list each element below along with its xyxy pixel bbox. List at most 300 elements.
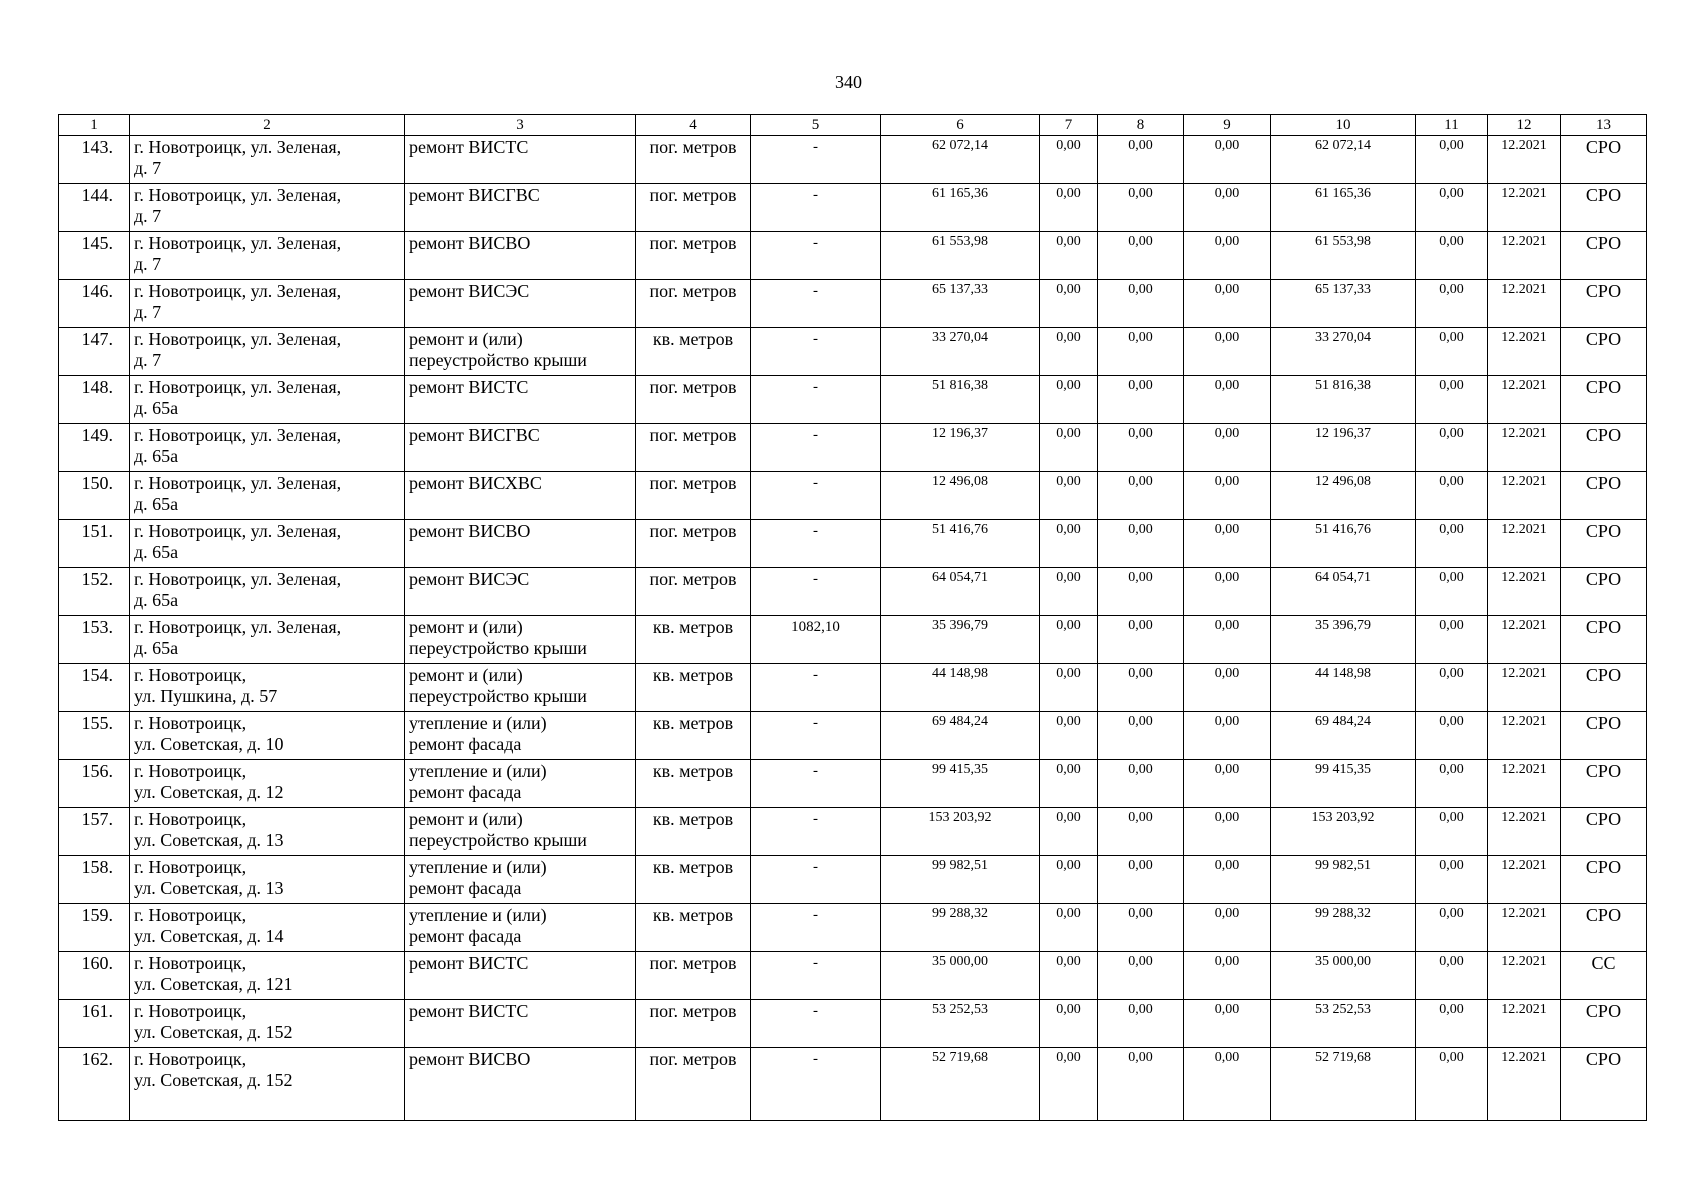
cell-col-11: 0,00 [1416,568,1488,616]
cell-col-3 [405,808,636,856]
cell-col-7: 0,00 [1040,856,1098,904]
cell-col-2 [130,424,405,472]
cell-col-4: пог. метров [636,280,751,328]
cell-col-4: кв. метров [636,856,751,904]
cell-col-1: 146. [59,280,130,328]
cell-col-12: 12.2021 [1488,1000,1561,1048]
cell-col-6: 153 203,92 [881,808,1040,856]
cell-col-7: 0,00 [1040,904,1098,952]
table-row [59,232,1647,280]
cell-col-5: - [751,280,881,328]
cell-col-13: СРО [1561,616,1647,664]
cell-col-3 [405,184,636,232]
cell-col-13: СРО [1561,376,1647,424]
cell-col-11: 0,00 [1416,232,1488,280]
cell-col-8: 0,00 [1098,328,1184,376]
cell-col-2 [130,472,405,520]
cell-col-2 [130,856,405,904]
cell-col-1: 151. [59,520,130,568]
cell-col-4: кв. метров [636,760,751,808]
cell-col-7: 0,00 [1040,376,1098,424]
cell-col-7: 0,00 [1040,664,1098,712]
cell-col-13: СРО [1561,568,1647,616]
table-row [59,952,1647,1000]
cell-line: д. 65а [134,590,179,610]
cell-line: ремонт фасада [409,878,522,898]
cell-col-6: 65 137,33 [881,280,1040,328]
data-table [58,114,1647,1121]
cell-col-7: 0,00 [1040,520,1098,568]
cell-col-10: 53 252,53 [1271,1000,1416,1048]
cell-line: г. Новотроицк, [134,1001,247,1021]
cell-line: г. Новотроицк, ул. Зеленая, [134,569,342,589]
column-header-13: 13 [1561,115,1647,136]
cell-col-11: 0,00 [1416,280,1488,328]
cell-col-12: 12.2021 [1488,424,1561,472]
column-header-5: 5 [751,115,881,136]
cell-line: ремонт ВИСВО [409,1049,531,1069]
cell-line: утепление и (или) [409,905,547,925]
cell-line: г. Новотроицк, ул. Зеленая, [134,137,342,157]
cell-col-8: 0,00 [1098,808,1184,856]
table-row [59,424,1647,472]
cell-line: ул. Пушкина, д. 57 [134,686,278,706]
cell-col-9: 0,00 [1184,856,1271,904]
cell-col-10: 51 416,76 [1271,520,1416,568]
cell-col-2 [130,664,405,712]
table-row [59,520,1647,568]
cell-col-10: 35 000,00 [1271,952,1416,1000]
cell-col-4: кв. метров [636,664,751,712]
cell-col-2 [130,904,405,952]
cell-col-8: 0,00 [1098,616,1184,664]
cell-col-2 [130,376,405,424]
cell-col-13: СРО [1561,808,1647,856]
cell-line: ремонт фасада [409,782,522,802]
cell-line: ремонт ВИСТС [409,137,529,157]
cell-col-4: пог. метров [636,376,751,424]
cell-col-3 [405,1000,636,1048]
cell-col-11: 0,00 [1416,808,1488,856]
cell-col-12: 12.2021 [1488,232,1561,280]
cell-col-7: 0,00 [1040,1000,1098,1048]
cell-col-13: СРО [1561,760,1647,808]
cell-col-10: 153 203,92 [1271,808,1416,856]
cell-col-13: СРО [1561,136,1647,184]
cell-col-6: 62 072,14 [881,136,1040,184]
cell-col-4: пог. метров [636,1000,751,1048]
cell-col-1: 152. [59,568,130,616]
cell-col-5: - [751,760,881,808]
cell-col-1: 160. [59,952,130,1000]
cell-col-5: - [751,664,881,712]
cell-col-5: - [751,424,881,472]
cell-col-1: 154. [59,664,130,712]
table-row [59,904,1647,952]
cell-col-8: 0,00 [1098,712,1184,760]
cell-col-10: 62 072,14 [1271,136,1416,184]
cell-col-10: 33 270,04 [1271,328,1416,376]
cell-line: г. Новотроицк, [134,713,247,733]
cell-col-11: 0,00 [1416,664,1488,712]
cell-col-8: 0,00 [1098,952,1184,1000]
cell-col-8: 0,00 [1098,760,1184,808]
cell-col-1: 145. [59,232,130,280]
cell-col-3 [405,328,636,376]
cell-col-3 [405,376,636,424]
table-row [59,568,1647,616]
table-row [59,616,1647,664]
cell-col-10: 61 553,98 [1271,232,1416,280]
cell-col-12: 12.2021 [1488,712,1561,760]
cell-line: д. 7 [134,206,162,226]
cell-line: г. Новотроицк, ул. Зеленая, [134,617,342,637]
cell-col-5: - [751,472,881,520]
cell-col-2 [130,1000,405,1048]
cell-col-11: 0,00 [1416,376,1488,424]
cell-col-11: 0,00 [1416,760,1488,808]
cell-col-1: 147. [59,328,130,376]
cell-line: ремонт и (или) [409,665,523,685]
cell-col-4: пог. метров [636,1048,751,1121]
cell-col-13: СС [1561,952,1647,1000]
column-header-6: 6 [881,115,1040,136]
cell-col-12: 12.2021 [1488,808,1561,856]
cell-col-4: пог. метров [636,472,751,520]
cell-col-13: СРО [1561,664,1647,712]
cell-col-3 [405,232,636,280]
cell-col-8: 0,00 [1098,1048,1184,1121]
cell-line: утепление и (или) [409,857,547,877]
cell-col-8: 0,00 [1098,232,1184,280]
cell-col-13: СРО [1561,472,1647,520]
cell-col-4: кв. метров [636,616,751,664]
column-header-1: 1 [59,115,130,136]
cell-col-11: 0,00 [1416,952,1488,1000]
cell-line: д. 7 [134,302,162,322]
cell-col-10: 35 396,79 [1271,616,1416,664]
cell-col-3 [405,664,636,712]
cell-col-12: 12.2021 [1488,136,1561,184]
cell-col-7: 0,00 [1040,184,1098,232]
cell-col-2 [130,232,405,280]
column-header-12: 12 [1488,115,1561,136]
cell-col-7: 0,00 [1040,280,1098,328]
cell-col-1: 156. [59,760,130,808]
cell-col-5: - [751,808,881,856]
cell-col-4: пог. метров [636,952,751,1000]
cell-col-9: 0,00 [1184,712,1271,760]
cell-col-4: пог. метров [636,424,751,472]
cell-col-12: 12.2021 [1488,184,1561,232]
cell-col-1: 155. [59,712,130,760]
cell-line: д. 7 [134,158,162,178]
cell-col-5: - [751,136,881,184]
cell-col-7: 0,00 [1040,808,1098,856]
column-header-9: 9 [1184,115,1271,136]
cell-col-7: 0,00 [1040,616,1098,664]
cell-col-8: 0,00 [1098,376,1184,424]
cell-col-5: - [751,232,881,280]
column-header-11: 11 [1416,115,1488,136]
cell-col-13: СРО [1561,280,1647,328]
table-row [59,760,1647,808]
cell-col-8: 0,00 [1098,472,1184,520]
cell-col-11: 0,00 [1416,184,1488,232]
cell-col-8: 0,00 [1098,904,1184,952]
cell-line: ремонт ВИСГВС [409,425,540,445]
cell-col-11: 0,00 [1416,904,1488,952]
cell-line: ул. Советская, д. 13 [134,830,284,850]
cell-line: переустройство крыши [409,350,587,370]
cell-col-13: СРО [1561,856,1647,904]
cell-line: ремонт ВИСЭС [409,569,530,589]
cell-col-6: 99 415,35 [881,760,1040,808]
cell-col-13: СРО [1561,1048,1647,1121]
cell-col-10: 64 054,71 [1271,568,1416,616]
column-header-8: 8 [1098,115,1184,136]
cell-col-10: 99 415,35 [1271,760,1416,808]
cell-line: г. Новотроицк, [134,905,247,925]
cell-col-13: СРО [1561,328,1647,376]
cell-line: ремонт и (или) [409,617,523,637]
cell-line: ул. Советская, д. 12 [134,782,284,802]
cell-col-12: 12.2021 [1488,520,1561,568]
cell-col-1: 153. [59,616,130,664]
cell-col-7: 0,00 [1040,712,1098,760]
cell-col-6: 99 982,51 [881,856,1040,904]
cell-col-8: 0,00 [1098,520,1184,568]
cell-col-1: 157. [59,808,130,856]
cell-col-12: 12.2021 [1488,376,1561,424]
cell-line: переустройство крыши [409,686,587,706]
cell-col-2 [130,808,405,856]
table-row [59,472,1647,520]
cell-line: ремонт ВИСХВС [409,473,542,493]
cell-line: г. Новотроицк, ул. Зеленая, [134,425,342,445]
cell-col-3 [405,952,636,1000]
cell-col-4: кв. метров [636,904,751,952]
cell-col-2 [130,568,405,616]
cell-col-4: кв. метров [636,712,751,760]
cell-col-9: 0,00 [1184,616,1271,664]
cell-col-7: 0,00 [1040,136,1098,184]
cell-col-13: СРО [1561,904,1647,952]
cell-line: д. 7 [134,350,162,370]
cell-col-12: 12.2021 [1488,472,1561,520]
cell-col-13: СРО [1561,1000,1647,1048]
cell-col-9: 0,00 [1184,520,1271,568]
cell-line: д. 65а [134,638,179,658]
cell-line: ремонт ВИСВО [409,233,531,253]
cell-col-10: 51 816,38 [1271,376,1416,424]
cell-line: ремонт ВИСГВС [409,185,540,205]
cell-col-12: 12.2021 [1488,328,1561,376]
cell-col-6: 52 719,68 [881,1048,1040,1121]
cell-col-5: - [751,328,881,376]
cell-col-2 [130,616,405,664]
cell-col-1: 150. [59,472,130,520]
cell-line: ремонт фасада [409,734,522,754]
cell-col-3 [405,712,636,760]
cell-col-6: 61 553,98 [881,232,1040,280]
cell-line: ул. Советская, д. 152 [134,1022,293,1042]
page-number: 340 [835,72,862,92]
table-row [59,1000,1647,1048]
cell-col-3 [405,472,636,520]
cell-line: переустройство крыши [409,638,587,658]
cell-col-9: 0,00 [1184,664,1271,712]
column-header-7: 7 [1040,115,1098,136]
table-row [59,856,1647,904]
cell-col-9: 0,00 [1184,136,1271,184]
cell-col-1: 149. [59,424,130,472]
cell-col-6: 44 148,98 [881,664,1040,712]
cell-col-3 [405,856,636,904]
cell-line: ремонт ВИСВО [409,521,531,541]
cell-line: ул. Советская, д. 152 [134,1070,293,1090]
cell-col-6: 64 054,71 [881,568,1040,616]
table-row [59,664,1647,712]
cell-col-10: 44 148,98 [1271,664,1416,712]
cell-line: г. Новотроицк, [134,953,247,973]
cell-line: г. Новотроицк, [134,857,247,877]
cell-col-12: 12.2021 [1488,856,1561,904]
cell-col-4: кв. метров [636,808,751,856]
cell-line: ремонт ВИСЭС [409,281,530,301]
header-row [59,115,1647,136]
cell-line: г. Новотроицк, [134,665,247,685]
cell-col-7: 0,00 [1040,952,1098,1000]
cell-col-12: 12.2021 [1488,760,1561,808]
cell-col-8: 0,00 [1098,136,1184,184]
cell-line: ремонт и (или) [409,809,523,829]
cell-col-12: 12.2021 [1488,952,1561,1000]
cell-col-2 [130,520,405,568]
table-body [59,115,1647,1121]
cell-col-7: 0,00 [1040,472,1098,520]
cell-col-2 [130,1048,405,1121]
cell-col-10: 61 165,36 [1271,184,1416,232]
cell-col-2 [130,184,405,232]
cell-col-2 [130,952,405,1000]
cell-col-9: 0,00 [1184,904,1271,952]
cell-col-5: - [751,1000,881,1048]
cell-line: ул. Советская, д. 14 [134,926,284,946]
cell-col-4: пог. метров [636,568,751,616]
cell-col-7: 0,00 [1040,424,1098,472]
cell-col-8: 0,00 [1098,1000,1184,1048]
cell-line: г. Новотроицк, [134,761,247,781]
cell-col-5: - [751,184,881,232]
cell-col-8: 0,00 [1098,856,1184,904]
cell-line: ул. Советская, д. 10 [134,734,284,754]
cell-col-2 [130,760,405,808]
cell-col-9: 0,00 [1184,328,1271,376]
cell-col-12: 12.2021 [1488,1048,1561,1121]
cell-col-10: 12 196,37 [1271,424,1416,472]
cell-col-9: 0,00 [1184,952,1271,1000]
cell-col-9: 0,00 [1184,184,1271,232]
cell-col-5: - [751,520,881,568]
cell-col-1: 144. [59,184,130,232]
cell-col-12: 12.2021 [1488,280,1561,328]
cell-col-7: 0,00 [1040,568,1098,616]
cell-col-6: 51 816,38 [881,376,1040,424]
cell-col-2 [130,712,405,760]
cell-col-13: СРО [1561,424,1647,472]
cell-line: д. 65а [134,446,179,466]
cell-col-3 [405,520,636,568]
cell-col-5: - [751,952,881,1000]
table-row [59,328,1647,376]
cell-col-3 [405,760,636,808]
cell-col-6: 61 165,36 [881,184,1040,232]
cell-line: ул. Советская, д. 13 [134,878,284,898]
cell-col-1: 148. [59,376,130,424]
cell-col-9: 0,00 [1184,280,1271,328]
cell-col-3 [405,280,636,328]
cell-col-6: 33 270,04 [881,328,1040,376]
cell-col-13: СРО [1561,712,1647,760]
cell-col-10: 65 137,33 [1271,280,1416,328]
cell-col-11: 0,00 [1416,1048,1488,1121]
cell-line: переустройство крыши [409,830,587,850]
cell-col-6: 51 416,76 [881,520,1040,568]
table-row [59,136,1647,184]
cell-line: г. Новотроицк, ул. Зеленая, [134,329,342,349]
cell-col-12: 12.2021 [1488,568,1561,616]
cell-col-9: 0,00 [1184,232,1271,280]
cell-col-13: СРО [1561,232,1647,280]
cell-col-1: 158. [59,856,130,904]
cell-col-2 [130,328,405,376]
cell-col-1: 143. [59,136,130,184]
cell-col-4: пог. метров [636,184,751,232]
cell-line: ремонт ВИСТС [409,953,529,973]
table-row [59,376,1647,424]
cell-col-10: 69 484,24 [1271,712,1416,760]
cell-col-9: 0,00 [1184,1000,1271,1048]
cell-col-9: 0,00 [1184,808,1271,856]
cell-line: ремонт ВИСТС [409,377,529,397]
cell-col-11: 0,00 [1416,1000,1488,1048]
cell-col-6: 12 496,08 [881,472,1040,520]
cell-col-10: 12 496,08 [1271,472,1416,520]
cell-col-6: 53 252,53 [881,1000,1040,1048]
cell-col-9: 0,00 [1184,472,1271,520]
cell-col-5: - [751,904,881,952]
cell-col-9: 0,00 [1184,1048,1271,1121]
cell-col-1: 162. [59,1048,130,1121]
cell-col-11: 0,00 [1416,136,1488,184]
cell-col-12: 12.2021 [1488,664,1561,712]
cell-col-9: 0,00 [1184,760,1271,808]
cell-line: г. Новотроицк, ул. Зеленая, [134,473,342,493]
cell-col-1: 161. [59,1000,130,1048]
cell-col-3 [405,904,636,952]
cell-col-5: 1082,10 [751,616,881,664]
cell-col-5: - [751,856,881,904]
cell-col-8: 0,00 [1098,280,1184,328]
cell-col-10: 99 288,32 [1271,904,1416,952]
cell-col-10: 52 719,68 [1271,1048,1416,1121]
cell-line: утепление и (или) [409,713,547,733]
cell-line: д. 65а [134,542,179,562]
cell-col-13: СРО [1561,184,1647,232]
cell-col-6: 69 484,24 [881,712,1040,760]
table-row [59,808,1647,856]
